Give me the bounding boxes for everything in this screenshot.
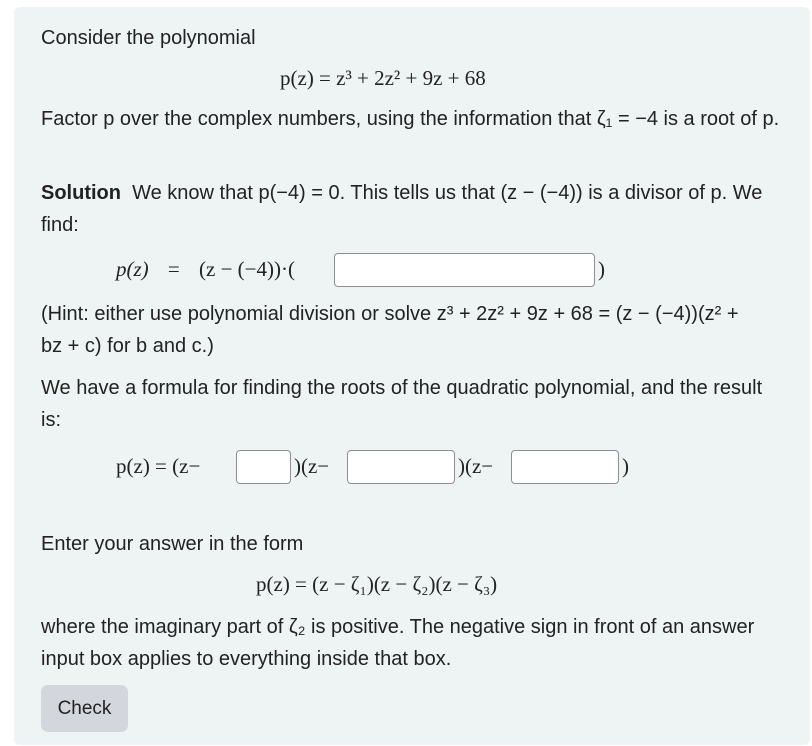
factor-eq: = [167, 257, 180, 281]
roots-mid-2: )(z− [458, 454, 494, 478]
quadratic-factor-input[interactable] [334, 253, 595, 287]
factor-lhs: p(z) [116, 257, 149, 281]
question-card [14, 7, 810, 745]
check-button[interactable]: Check [41, 685, 128, 732]
roots-lhs: p(z) = (z− [116, 454, 201, 478]
hint-text: (Hint: either use polynomial division or solve z³ + 2z² + 9z + 68 = (z − (−4))(z² + bz + c) for b and c.) [41, 303, 739, 357]
solution-paragraph [41, 177, 801, 241]
intro-text: Consider the polynomial [41, 27, 256, 49]
solution-label: Solution [41, 182, 121, 204]
roots-end: ) [622, 454, 629, 478]
note-text: where the imaginary part of ζ₂ is positive. The negative sign in front of an answer input box applies to everything inside that box. [41, 616, 755, 670]
solution-text: We know that p(−4) = 0. This tells us that (z − (−4)) is a divisor of p. We find: [41, 182, 763, 236]
factor-prefix: (z − (−4))·( [199, 257, 295, 281]
root-1-input[interactable] [236, 450, 291, 484]
form-intro-text: Enter your answer in the form [41, 533, 304, 555]
quadratic-text: We have a formula for finding the roots of the quadratic polynomial, and the result is: [41, 377, 763, 431]
factor-line [116, 253, 295, 285]
roots-mid-1: )(z− [294, 454, 330, 478]
task-text: Factor p over the complex numbers, using the information that ζ₁ = −4 is a root of p. [41, 108, 780, 130]
polynomial-formula: p(z) = z³ + 2z² + 9z + 68 [280, 66, 486, 90]
form-formula: p(z) = (z − ζ₁)(z − ζ₂)(z − ζ₃) [256, 572, 498, 596]
root-2-input[interactable] [347, 450, 455, 484]
factor-suffix: ) [598, 257, 605, 281]
root-3-input[interactable] [511, 450, 619, 484]
